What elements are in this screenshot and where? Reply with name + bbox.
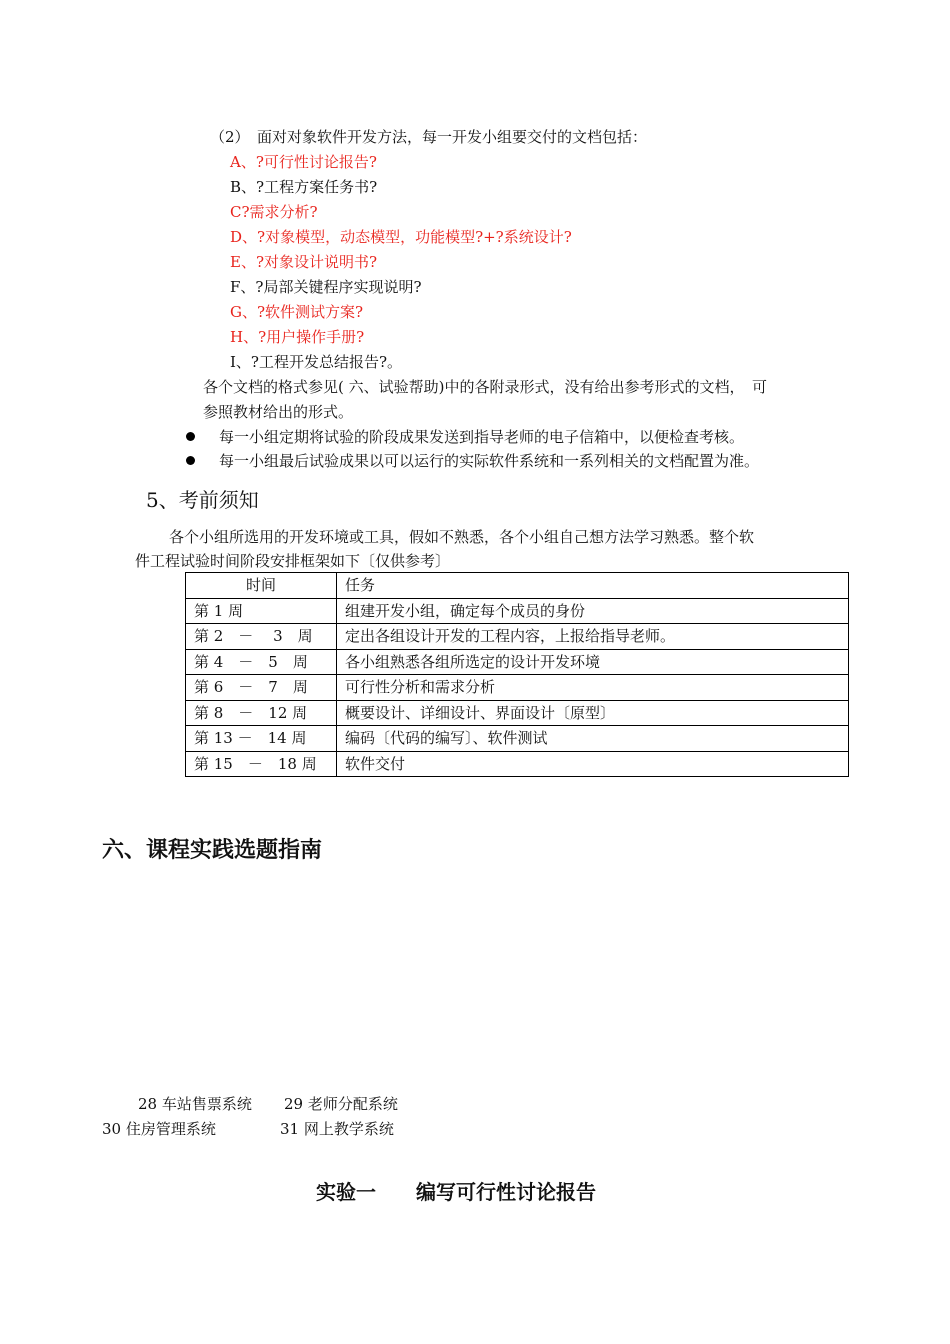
doc-item-g: G、?软件测试方案?	[230, 303, 364, 321]
doc-item-b: B、?工程方案任务书?	[230, 178, 378, 196]
doc-item-a: A、?可行性讨论报告?	[230, 153, 377, 171]
table-header-row	[186, 573, 849, 599]
section5-title: 5、考前须知	[146, 488, 259, 512]
table-cell-time: 第 15 － 18 周	[186, 751, 337, 777]
table-cell-task: 概要设计、详细设计、界面设计〔原型〕	[337, 700, 849, 726]
table-cell-task: 编码〔代码的编写〕、软件测试	[337, 726, 849, 752]
bullet-item-1: 每一小组定期将试验的阶段成果发送到指导老师的电子信箱中，以便检查考核。	[219, 428, 745, 446]
table-row	[186, 624, 849, 650]
section5-para-line1: 各个小组所选用的开发环境或工具，假如不熟悉，各个小组自己想方法学习熟悉。整个软	[169, 528, 755, 546]
table-cell-time: 第 1 周	[186, 598, 337, 624]
format-note-line2: 参照教材给出的形式。	[203, 403, 354, 421]
table-row	[186, 649, 849, 675]
table-cell-time: 第 13 － 14 周	[186, 726, 337, 752]
topic-30: 30 住房管理系统	[102, 1120, 216, 1138]
table-row	[186, 675, 849, 701]
table-header-time: 时间	[186, 573, 337, 599]
table-header-task: 任务	[337, 573, 849, 599]
doc-item-c: C?需求分析?	[230, 203, 318, 221]
experiment-title: 实验一 编写可行性讨论报告	[316, 1180, 596, 1204]
table-row	[186, 700, 849, 726]
doc-item-f: F、?局部关键程序实现说明?	[230, 278, 422, 296]
doc-item-d: D、?对象模型，动态模型，功能模型?+?系统设计?	[230, 228, 572, 246]
section6-title: 六、课程实践选题指南	[102, 838, 323, 863]
bullet-item-2: 每一小组最后试验成果以可以运行的实际软件系统和一系列相关的文档配置为准。	[219, 452, 760, 470]
bullet-dot-icon	[186, 456, 195, 465]
doc-item-e: E、?对象设计说明书?	[230, 253, 378, 271]
format-note-line1: 各个文档的格式参见( 六、试验帮助)中的各附录形式，没有给出参考形式的文档， 可	[203, 378, 767, 396]
table-cell-task: 定出各组设计开发的工程内容，上报给指导老师。	[337, 624, 849, 650]
schedule-table	[185, 572, 849, 777]
topic-28: 28 车站售票系统	[138, 1095, 252, 1113]
table-cell-time: 第 6 － 7 周	[186, 675, 337, 701]
table-cell-task: 软件交付	[337, 751, 849, 777]
topic-31: 31 网上教学系统	[280, 1120, 394, 1138]
section5-para-line2: 件工程试验时间阶段安排框架如下〔仅供参考〕	[135, 552, 451, 570]
bullet-dot-icon	[186, 432, 195, 441]
docs-intro: （2） 面对对象软件开发方法，每一开发小组要交付的文档包括：	[210, 128, 648, 146]
table-row	[186, 598, 849, 624]
table-cell-task: 各小组熟悉各组所选定的设计开发环境	[337, 649, 849, 675]
topic-29: 29 老师分配系统	[284, 1095, 398, 1113]
table-row	[186, 726, 849, 752]
table-cell-time: 第 4 － 5 周	[186, 649, 337, 675]
table-row	[186, 751, 849, 777]
table-cell-task: 可行性分析和需求分析	[337, 675, 849, 701]
doc-item-h: H、?用户操作手册?	[230, 328, 365, 346]
doc-item-i: I、?工程开发总结报告?。	[230, 353, 403, 371]
table-cell-task: 组建开发小组，确定每个成员的身份	[337, 598, 849, 624]
table-cell-time: 第 8 － 12 周	[186, 700, 337, 726]
table-cell-time: 第 2 － 3 周	[186, 624, 337, 650]
